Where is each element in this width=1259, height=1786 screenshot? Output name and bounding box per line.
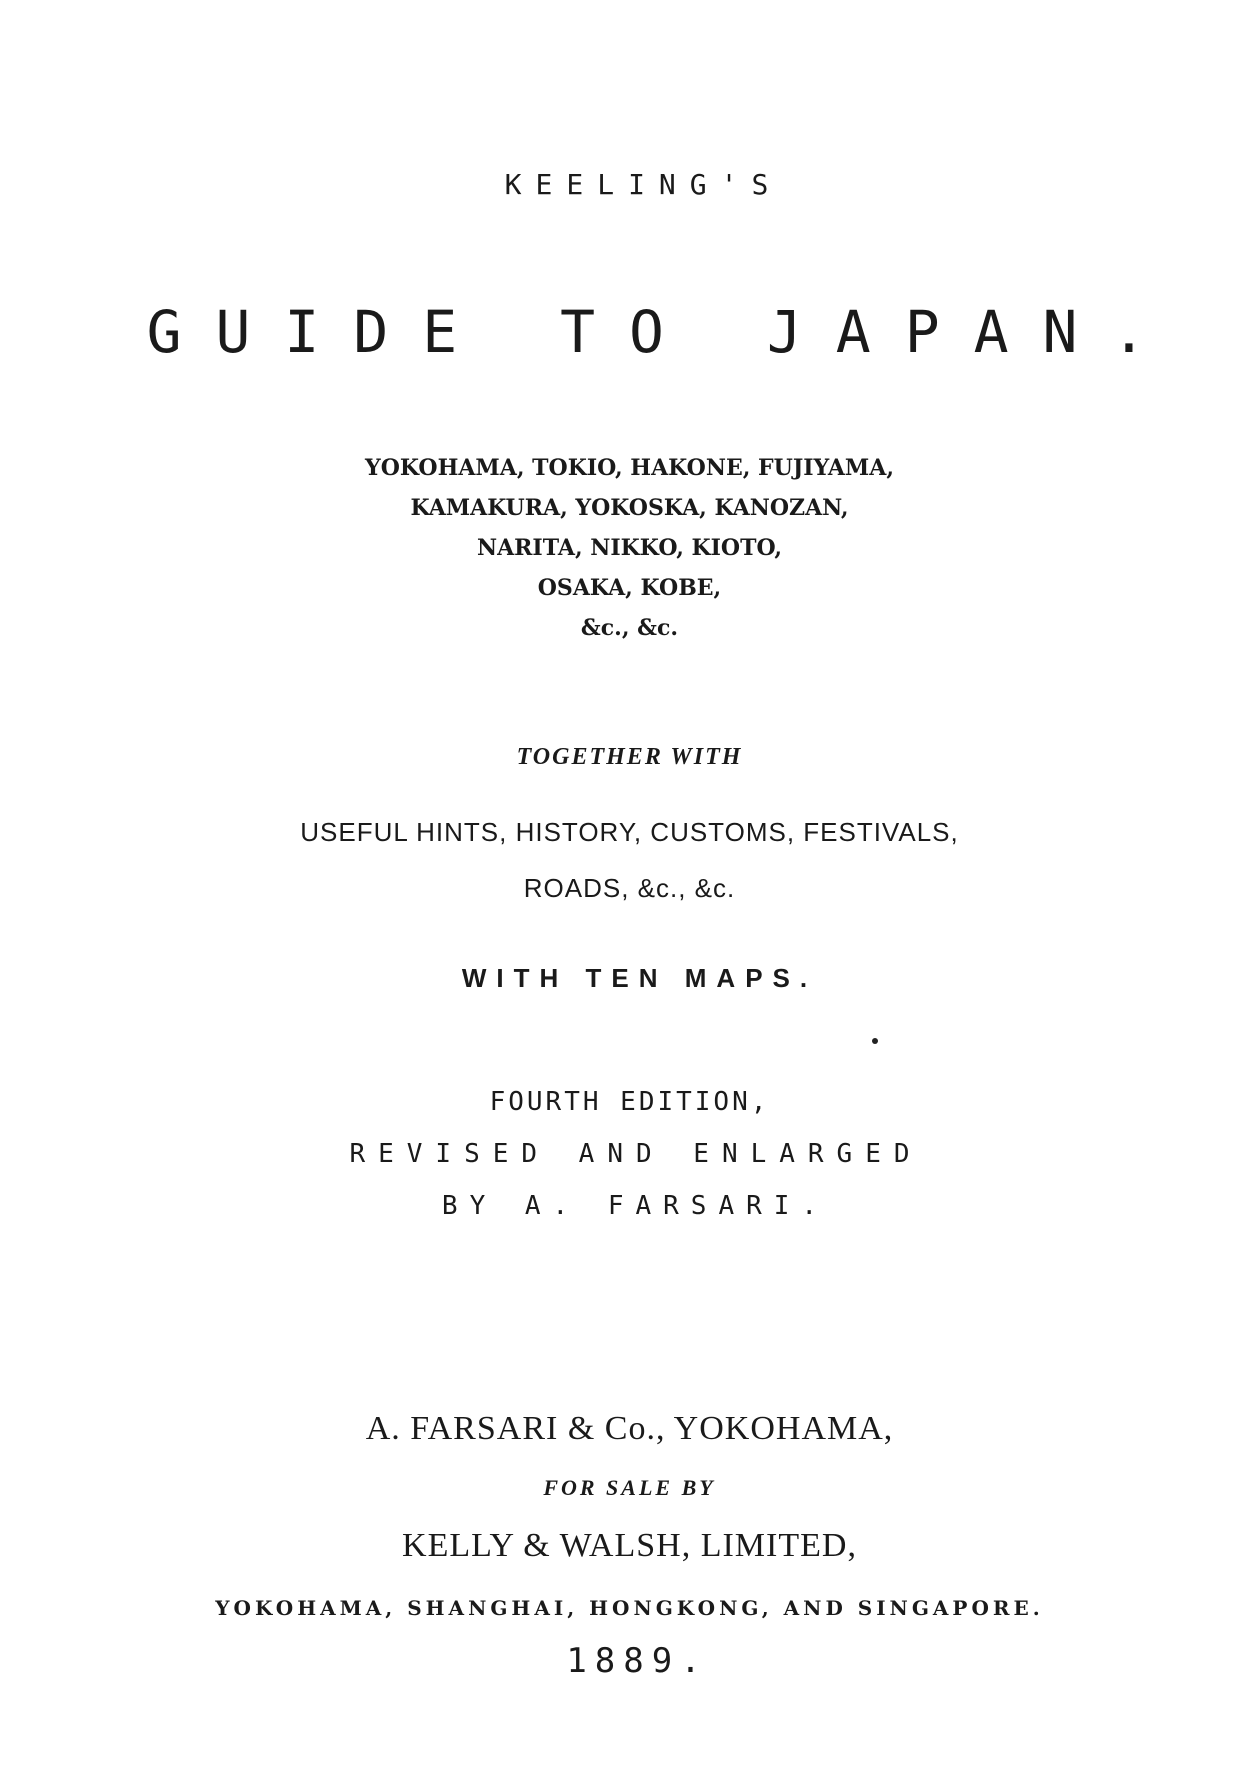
places-line: YOKOHAMA, TOKIO, HAKONE, FUJIYAMA, [365,455,894,481]
places-line: NARITA, NIKKO, KIOTO, [476,535,783,561]
edition-block [0,1076,1259,1232]
book-title: GUIDE TO JAPAN. [146,298,1181,366]
places-line: OSAKA, KOBE, [537,575,722,601]
seller-name: KELLY & WALSH, LIMITED, [402,1527,857,1564]
edition-line: FOURTH EDITION, [489,1087,770,1117]
publication-year: 1889. [566,1641,709,1681]
hints-line: USEFUL HINTS, HISTORY, CUSTOMS, FESTIVALS, [300,817,959,847]
publisher-imprint: A. FARSARI & Co., YOKOHAMA, [365,1410,894,1447]
places-line: KAMAKURA, YOKOSKA, KANOZAN, [410,495,849,521]
edition-line: REVISED AND ENLARGED [349,1139,923,1169]
places-line: &c., &c. [580,615,679,641]
publisher-mark: KEELING'S [504,168,783,201]
together-with: TOGETHER WITH [516,744,743,770]
places-list [0,448,1259,648]
maps-note: WITH TEN MAPS. [461,963,818,993]
hints-list [0,804,1259,916]
edition-line: BY A. FARSARI. [441,1191,830,1221]
seller-cities: YOKOHAMA, SHANGHAI, HONGKONG, AND SINGAPORE. [215,1596,1044,1620]
ornament-dot [872,1038,878,1044]
hints-line: ROADS, &c., &c. [523,873,736,903]
for-sale-by: FOR SALE BY [543,1475,716,1500]
